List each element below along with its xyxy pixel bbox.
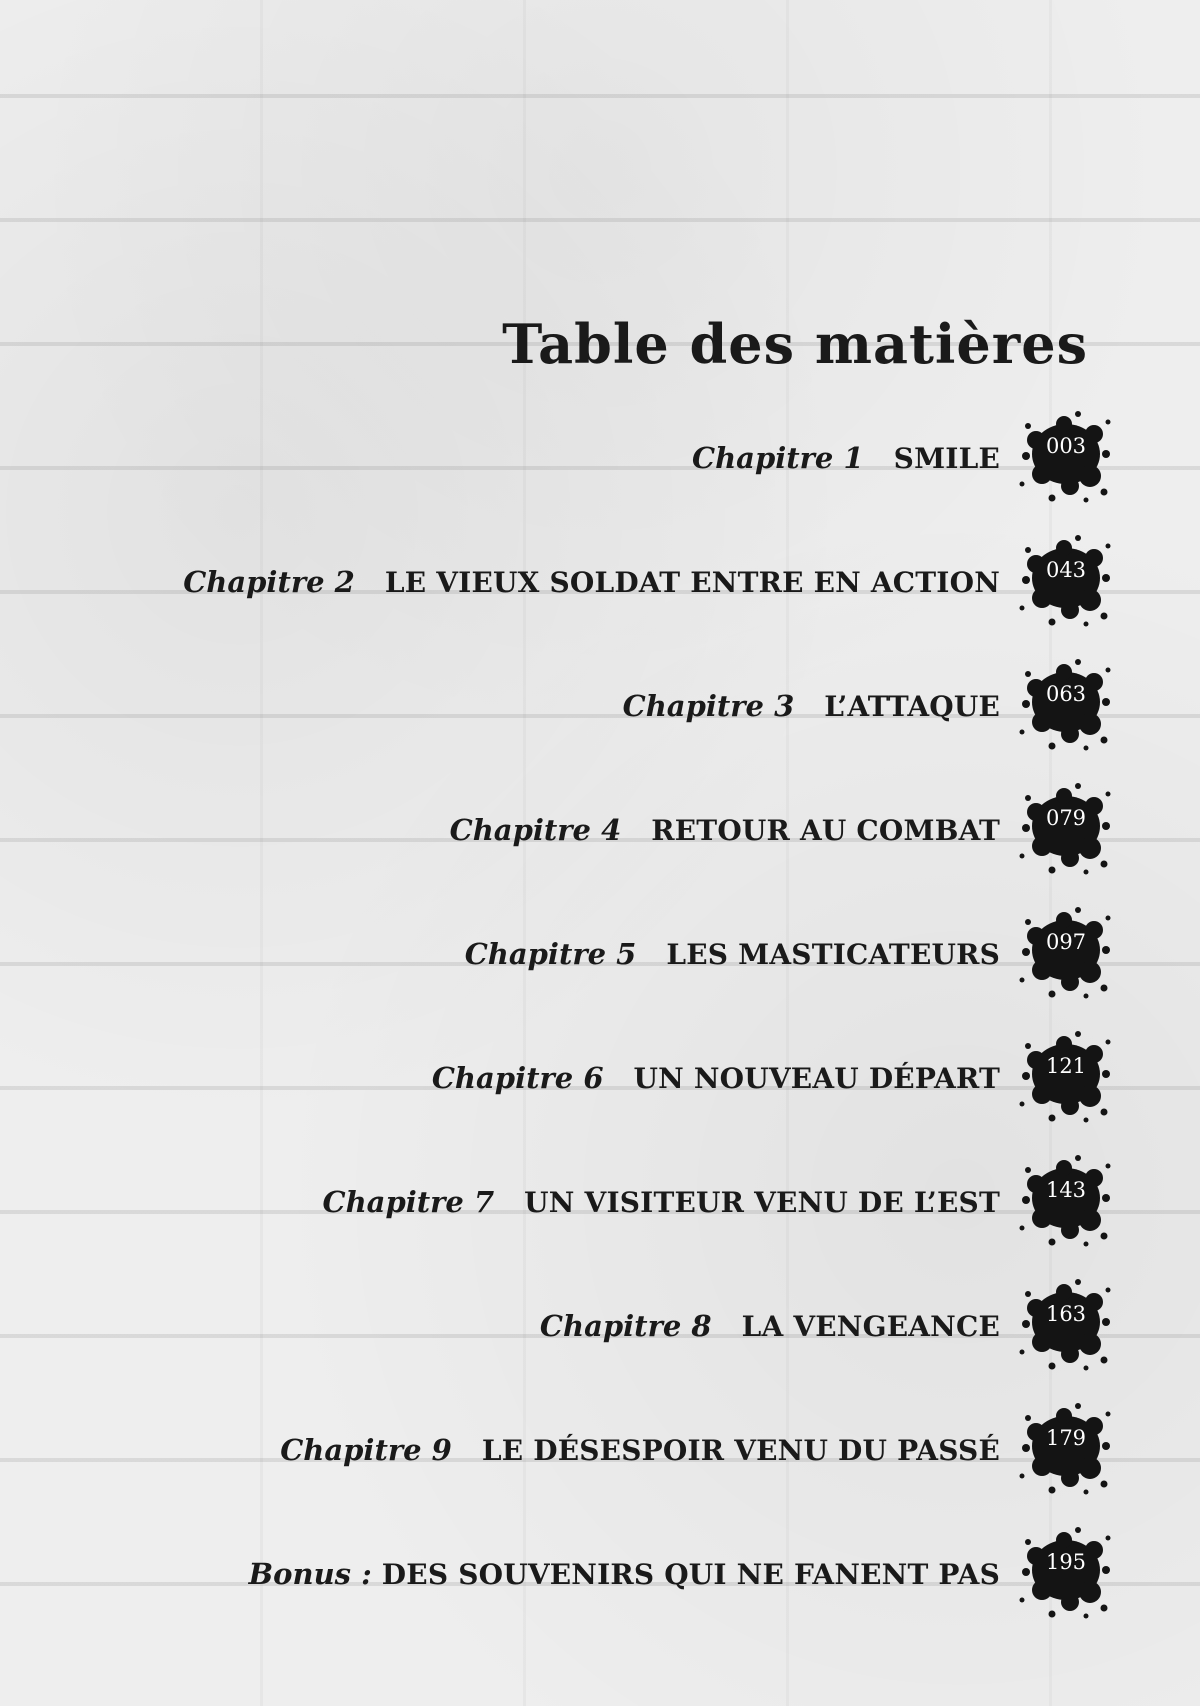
toc-entry-chapter-6[interactable]: [432, 1048, 1000, 1108]
page-number: 143: [1045, 1178, 1087, 1202]
ink-splat-icon: [1018, 1154, 1114, 1250]
page-number: 179: [1045, 1426, 1087, 1450]
chapter-label: Chapitre 3: [622, 689, 795, 723]
ink-splat-icon: [1018, 906, 1114, 1002]
chapter-title: SMILE: [893, 441, 1000, 475]
chapter-title: UN NOUVEAU DÉPART: [633, 1061, 1000, 1095]
chapter-label: Chapitre 4: [449, 813, 622, 847]
toc-entry-chapter-3[interactable]: [623, 676, 1000, 736]
page-number: 079: [1045, 806, 1087, 830]
toc-entry-chapter-9[interactable]: [280, 1420, 1000, 1480]
chapter-title: LE DÉSESPOIR VENU DU PASSÉ: [481, 1433, 1000, 1467]
chapter-title: RETOUR AU COMBAT: [651, 813, 1000, 847]
chapter-label: Chapitre 1: [692, 441, 864, 475]
page-number: 043: [1045, 558, 1087, 582]
page-number: 063: [1045, 682, 1087, 706]
ink-splat-icon: [1018, 1526, 1114, 1622]
page-number: 003: [1045, 434, 1087, 458]
ink-splat-icon: [1018, 534, 1114, 630]
toc-entry-chapter-5[interactable]: [465, 924, 1000, 984]
chapter-title: L’ATTAQUE: [824, 689, 1000, 723]
ink-splat-icon: [1018, 410, 1114, 506]
page-number: 097: [1045, 930, 1087, 954]
toc-entry-chapter-8[interactable]: [540, 1296, 1000, 1356]
ink-splat-icon: [1018, 658, 1114, 754]
toc-entry-chapter-1[interactable]: [692, 428, 1000, 488]
chapter-title: DES SOUVENIRS QUI NE FANENT PAS: [381, 1557, 1000, 1591]
chapter-title: LE VIEUX SOLDAT ENTRE EN ACTION: [384, 565, 1000, 599]
toc-entry-chapter-2[interactable]: [183, 552, 1000, 612]
chapter-title: UN VISITEUR VENU DE L’EST: [524, 1185, 1000, 1219]
chapter-label: Chapitre 5: [464, 937, 637, 971]
chapter-label: Chapitre 6: [431, 1061, 604, 1095]
page-number: 195: [1045, 1550, 1087, 1574]
toc-entry-chapter-7[interactable]: [323, 1172, 1001, 1232]
ink-splat-icon: [1018, 1278, 1114, 1374]
ink-splat-icon: [1018, 782, 1114, 878]
chapter-title: LES MASTICATEURS: [666, 937, 1000, 971]
page-number: 121: [1045, 1054, 1087, 1078]
page-title: Table des matières: [502, 312, 1088, 376]
chapter-label: Chapitre 9: [280, 1433, 452, 1467]
toc-entry-chapter-4[interactable]: [450, 800, 1000, 860]
chapter-label: Chapitre 2: [183, 565, 355, 599]
toc-entry-bonus[interactable]: [249, 1544, 1000, 1604]
page-number: 163: [1045, 1302, 1087, 1326]
bonus-label: Bonus :: [248, 1557, 372, 1591]
chapter-label: Chapitre 8: [539, 1309, 712, 1343]
chapter-label: Chapitre 7: [322, 1185, 495, 1219]
ink-splat-icon: [1018, 1030, 1114, 1126]
ink-splat-icon: [1018, 1402, 1114, 1498]
chapter-title: LA VENGEANCE: [741, 1309, 1000, 1343]
